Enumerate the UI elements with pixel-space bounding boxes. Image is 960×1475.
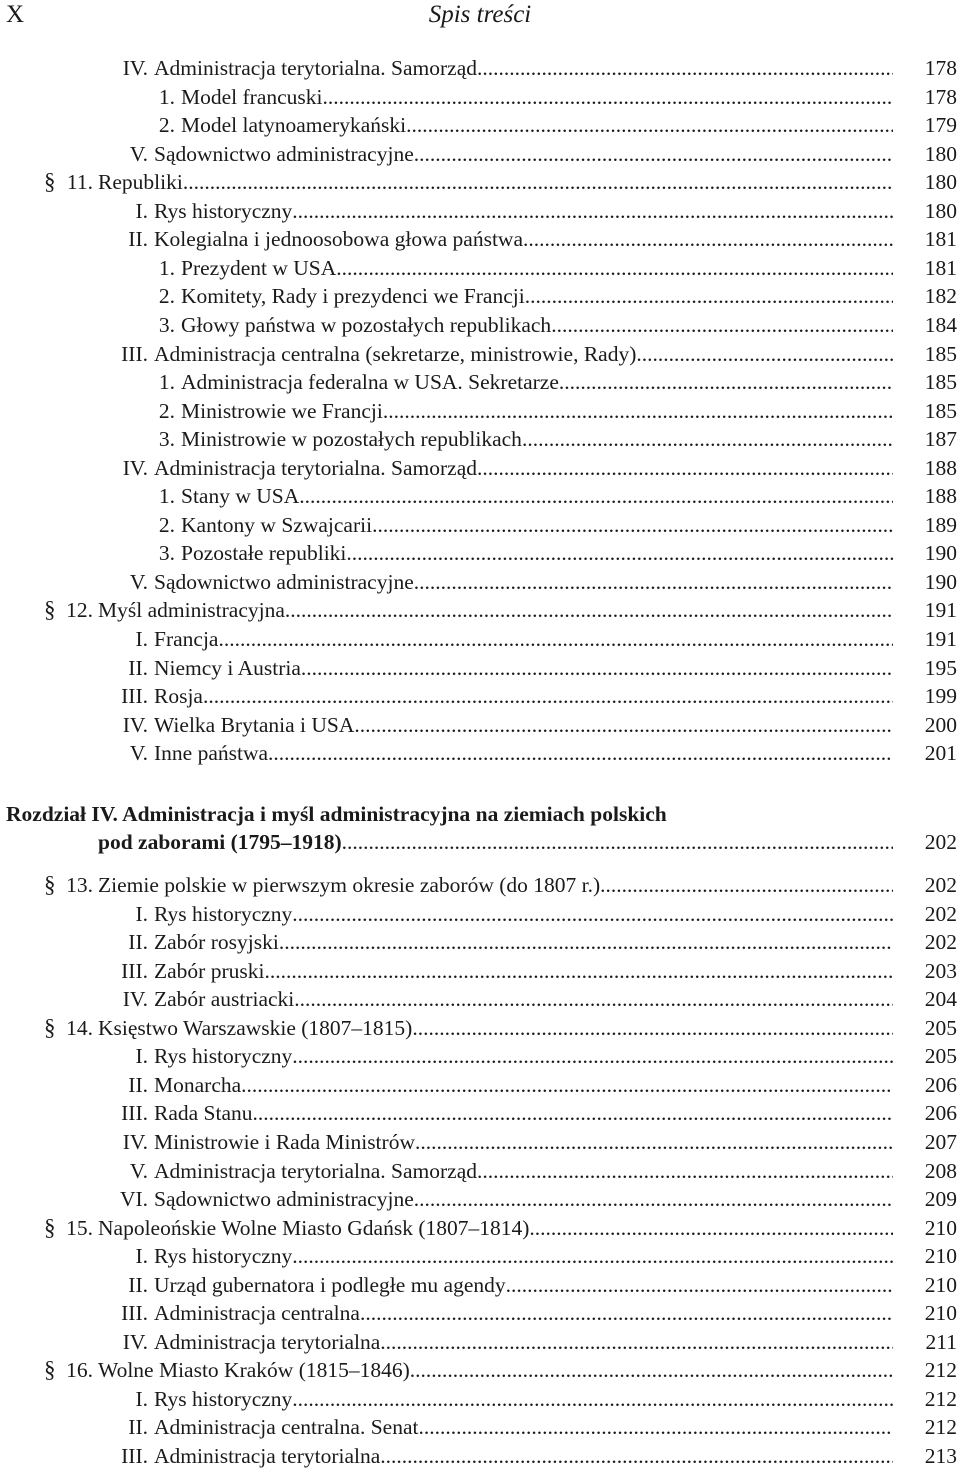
toc-entry (0, 1299, 960, 1328)
toc-entry (0, 340, 960, 369)
entry-number: IV. (122, 455, 148, 480)
leader-dots (346, 539, 893, 568)
entry-number: 3. (158, 427, 175, 452)
entry-title: Rada Stanu (154, 1101, 253, 1126)
page-number: 181 (924, 255, 957, 280)
leader-dots (477, 54, 893, 83)
toc-entry (0, 1185, 960, 1214)
toc-entry (0, 425, 960, 454)
page-number: 213 (924, 1444, 957, 1468)
leader-dots (299, 482, 893, 511)
entry-number: I. (135, 198, 148, 223)
entry-title: Administracja terytorialna. Samorząd (154, 1158, 477, 1183)
page-number: 205 (924, 1015, 957, 1040)
toc-entry (0, 711, 960, 740)
page-number: 204 (924, 987, 957, 1012)
leader-dots (241, 1071, 893, 1100)
leader-dots (336, 254, 893, 283)
entry-number: I. (135, 1044, 148, 1069)
page-number: 195 (924, 655, 957, 680)
page-number: 188 (924, 455, 957, 480)
entry-title-with-leader (154, 1042, 893, 1071)
entry-title-with-leader (154, 928, 893, 957)
leader-dots (354, 711, 893, 740)
entry-title-with-leader (98, 1014, 893, 1043)
page-number: 212 (924, 1358, 957, 1383)
entry-number: 2. (158, 284, 175, 309)
entry-title: Prezydent w USA (181, 255, 337, 280)
leader-dots (418, 1413, 893, 1442)
entry-title: Kolegialna i jednoosobowa głowa państwa (154, 227, 523, 252)
entry-title-with-leader (181, 482, 893, 511)
entry-title-with-leader (154, 1128, 893, 1157)
leader-dots (477, 1157, 893, 1186)
page-number: 191 (924, 627, 957, 651)
entry-title: Rys historyczny (154, 1044, 293, 1069)
entry-number: III. (121, 684, 148, 709)
entry-title-with-leader (154, 739, 893, 768)
entry-number: 2. (158, 398, 175, 423)
entry-number: 12. (66, 598, 93, 623)
leader-dots (406, 111, 893, 140)
entry-number: 1. (158, 255, 175, 280)
entry-title-with-leader (154, 1385, 893, 1414)
entry-title: Sądownictwo administracyjne (154, 141, 414, 166)
entry-title: Zabór rosyjski (154, 930, 279, 955)
entry-title-with-leader (154, 1071, 893, 1100)
toc-entry (0, 83, 960, 112)
section-sign: § (44, 169, 56, 195)
entry-number: II. (128, 1415, 148, 1440)
entry-title: Administracja terytorialna. Samorząd (154, 455, 477, 480)
toc-entry (0, 1271, 960, 1300)
toc-entry (0, 654, 960, 683)
toc-entry (0, 282, 960, 311)
entry-title: Niemcy i Austria (154, 655, 301, 680)
toc-entry (0, 1413, 960, 1442)
toc-entry (0, 311, 960, 340)
chapter-page-number: 202 (924, 830, 957, 854)
page-number: 200 (924, 712, 957, 737)
entry-title-with-leader (154, 1413, 893, 1442)
page-number: 199 (924, 684, 957, 709)
page-number: 184 (924, 312, 957, 337)
entry-title: Administracja terytorialna (154, 1444, 381, 1468)
entry-title-with-leader (154, 140, 893, 169)
entry-number: V. (129, 141, 148, 166)
entry-title-with-leader (154, 54, 893, 83)
entry-title-with-leader (181, 511, 893, 540)
section-sign: § (44, 872, 56, 897)
entry-number: 1. (158, 370, 175, 395)
leader-dots (525, 282, 893, 311)
entry-title: Administracja terytorialna. Samorząd (154, 56, 477, 80)
entry-number: V. (129, 741, 148, 766)
entry-title: Rys historyczny (154, 901, 293, 926)
entry-number: 3. (158, 312, 175, 337)
leader-dots (414, 568, 893, 597)
entry-title-with-leader (181, 539, 893, 568)
entry-title: Administracja federalna w USA. Sekretarze (181, 370, 559, 395)
toc-entry (0, 1214, 960, 1243)
entry-title-with-leader (98, 596, 893, 625)
toc-entry (0, 1385, 960, 1414)
entry-number: IV. (122, 1329, 148, 1354)
entry-title-with-leader (181, 83, 893, 112)
toc-entry (0, 482, 960, 511)
page-number: 210 (924, 1272, 957, 1297)
entry-title-with-leader (154, 654, 893, 683)
leader-dots (292, 1242, 893, 1271)
leader-dots (551, 311, 893, 340)
leader-dots (415, 1128, 893, 1157)
page-number: 202 (924, 901, 957, 926)
entry-title: Ministrowie w pozostałych republikach (181, 427, 522, 452)
toc-entry (0, 254, 960, 283)
entry-title: Sądownictwo administracyjne (154, 1187, 414, 1212)
leader-dots (414, 1185, 893, 1214)
entry-title: Głowy państwa w pozostałych republikach (181, 312, 552, 337)
entry-title-with-leader (154, 1299, 893, 1328)
entry-number: 2. (158, 113, 175, 138)
entry-title: Księstwo Warszawskie (1807–1815) (98, 1015, 413, 1040)
entry-title-with-leader (98, 871, 893, 900)
entry-title-with-leader (154, 985, 893, 1014)
leader-dots (380, 1328, 893, 1357)
entry-title-with-leader (154, 1442, 893, 1471)
entry-title-with-leader (154, 625, 893, 654)
entry-number: II. (128, 1272, 148, 1297)
entry-title: Rys historyczny (154, 1244, 293, 1269)
entry-title-with-leader (154, 197, 893, 226)
entry-title: Inne państwa (154, 741, 269, 766)
entry-title: Wolne Miasto Kraków (1815–1846) (98, 1358, 410, 1383)
page-number: 182 (924, 284, 957, 309)
entry-number: II. (128, 1072, 148, 1097)
page-number: 179 (924, 113, 957, 138)
page-number: 185 (924, 370, 957, 395)
entry-title: Republiki (98, 170, 183, 195)
entry-title: Administracja centralna (sekretarze, ministrowie, Rady) (154, 341, 637, 366)
entry-title-with-leader (181, 368, 893, 397)
leader-dots (292, 1042, 893, 1071)
entry-title-with-leader (154, 568, 893, 597)
page-number: 190 (924, 541, 957, 566)
entry-title-with-leader (154, 454, 893, 483)
entry-title-with-leader (98, 1214, 893, 1243)
entry-title-with-leader (98, 168, 893, 197)
entry-title: Ministrowie we Francji (181, 398, 383, 423)
page-number: 180 (924, 198, 957, 223)
leader-dots (600, 871, 893, 900)
entry-number: IV. (122, 56, 148, 80)
toc-entry (0, 140, 960, 169)
entry-title: Administracja centralna. Senat (154, 1415, 419, 1440)
toc-entry (0, 1099, 960, 1128)
entry-title: Komitety, Rady i prezydenci we Francji (181, 284, 525, 309)
toc-entry (0, 625, 960, 654)
entry-title: Rys historyczny (154, 1386, 293, 1411)
entry-title-with-leader (154, 1242, 893, 1271)
toc-entry (0, 168, 960, 197)
leader-dots (279, 928, 893, 957)
page-number: 178 (924, 84, 957, 109)
leader-dots (383, 397, 893, 426)
page-number: 208 (924, 1158, 957, 1183)
toc-entry (0, 225, 960, 254)
page-number: 210 (924, 1301, 957, 1326)
entry-title-with-leader (154, 682, 893, 711)
page-number: 201 (924, 741, 957, 766)
page-number: 212 (924, 1415, 957, 1440)
entry-title-with-leader (181, 397, 893, 426)
page-number: 210 (924, 1215, 957, 1240)
entry-title-with-leader (181, 425, 893, 454)
entry-title: Napoleońskie Wolne Miasto Gdańsk (1807–1814) (98, 1215, 530, 1240)
leader-dots (529, 1214, 893, 1243)
page-number: 210 (924, 1244, 957, 1269)
page-number: 207 (924, 1129, 957, 1154)
entry-title: Francja (154, 627, 219, 651)
entry-number: III. (121, 1301, 148, 1326)
toc-entry (0, 682, 960, 711)
page-header (0, 0, 960, 40)
entry-title-with-leader (154, 1271, 893, 1300)
page-number: 185 (924, 398, 957, 423)
toc-entry (0, 1042, 960, 1071)
leader-dots (218, 625, 893, 654)
page-number: 205 (924, 1044, 957, 1069)
page-number: 190 (924, 569, 957, 594)
page-number: 181 (924, 227, 957, 252)
leader-dots (183, 168, 893, 197)
leader-dots (268, 739, 893, 768)
page-number: 178 (924, 56, 957, 80)
leader-dots (323, 83, 893, 112)
section-sign: § (44, 1214, 56, 1240)
toc-entry (0, 111, 960, 140)
entry-number: II. (128, 930, 148, 955)
leader-dots (342, 830, 893, 859)
entry-number: IV. (122, 1129, 148, 1154)
section-sign: § (44, 1014, 56, 1040)
entry-title-with-leader (154, 1099, 893, 1128)
leader-dots (559, 368, 893, 397)
toc-entry (0, 596, 960, 625)
leader-dots (412, 1014, 893, 1043)
entry-title-with-leader (181, 111, 893, 140)
toc-entry (0, 1128, 960, 1157)
toc-entry (0, 454, 960, 483)
entry-title-with-leader (154, 711, 893, 740)
entry-number: I. (135, 627, 148, 651)
toc-entry (0, 54, 960, 83)
page-number: 189 (924, 512, 957, 537)
leader-dots (292, 900, 893, 929)
entry-title-with-leader (181, 311, 893, 340)
toc-entry (0, 1356, 960, 1385)
entry-number: 13. (66, 873, 93, 897)
entry-title: Kantony w Szwajcarii (181, 512, 373, 537)
entry-number: III. (121, 1101, 148, 1126)
entry-title: Model francuski (181, 84, 323, 109)
toc-entry (0, 1242, 960, 1271)
toc-entry (0, 1442, 960, 1471)
entry-number: 15. (66, 1215, 93, 1240)
entry-title: Administracja terytorialna (154, 1329, 381, 1354)
entry-number: 16. (66, 1358, 93, 1383)
page-number: 180 (924, 170, 957, 195)
leader-dots (203, 682, 893, 711)
entry-number: I. (135, 901, 148, 926)
toc-entry (0, 1328, 960, 1357)
toc-entry (0, 928, 960, 957)
toc-entry (0, 1071, 960, 1100)
page-number: 188 (924, 484, 957, 509)
entry-number: III. (121, 341, 148, 366)
page-number: 206 (924, 1072, 957, 1097)
entry-title-with-leader (154, 900, 893, 929)
entry-title: Zabór austriacki (154, 987, 295, 1012)
entry-title-with-leader (154, 1185, 893, 1214)
entry-number: IV. (122, 712, 148, 737)
toc-entry (0, 871, 960, 900)
toc-entry (0, 739, 960, 768)
entry-number: VI. (119, 1187, 148, 1212)
leader-dots (294, 985, 893, 1014)
toc-entry (0, 197, 960, 226)
leader-dots (636, 340, 893, 369)
entry-title: Ziemie polskie w pierwszym okresie zaborów (do 1807 r.) (98, 873, 601, 897)
page-number: 206 (924, 1101, 957, 1126)
toc-entry (0, 985, 960, 1014)
entry-title: Rosja (154, 684, 203, 709)
entry-number: 14. (66, 1015, 93, 1040)
entry-number: 11. (66, 170, 93, 195)
entry-title-with-leader (154, 1157, 893, 1186)
leader-dots (264, 957, 893, 986)
page-number: 191 (924, 598, 957, 623)
leader-dots (292, 197, 893, 226)
entry-number: III. (121, 958, 148, 983)
entry-title: Stany w USA (181, 484, 300, 509)
entry-number: 3. (158, 541, 175, 566)
entry-number: II. (128, 655, 148, 680)
entry-number: I. (135, 1244, 148, 1269)
leader-dots (506, 1271, 893, 1300)
page-number: 185 (924, 341, 957, 366)
leader-dots (292, 1385, 893, 1414)
entry-title-with-leader (154, 1328, 893, 1357)
entry-title: Rys historyczny (154, 198, 293, 223)
entry-title: Model latynoamerykański (181, 113, 407, 138)
entry-title: Urząd gubernatora i podległe mu agendy (154, 1272, 506, 1297)
page-number: 209 (924, 1187, 957, 1212)
entry-title: Myśl administracyjna (98, 598, 285, 623)
page-number: 211 (925, 1329, 957, 1354)
leader-dots (523, 225, 893, 254)
entry-title: Zabór pruski (154, 958, 265, 983)
toc-entry (0, 397, 960, 426)
page-number: 187 (924, 427, 957, 452)
entry-number: 1. (158, 484, 175, 509)
entry-number: 2. (158, 512, 175, 537)
entry-title-with-leader (181, 254, 893, 283)
entry-title: Wielka Brytania i USA (154, 712, 355, 737)
entry-title-with-leader (154, 957, 893, 986)
leader-dots (372, 511, 893, 540)
entry-title: Ministrowie i Rada Ministrów (154, 1129, 415, 1154)
leader-dots (477, 454, 893, 483)
toc-entry (0, 568, 960, 597)
section-sign: § (44, 1357, 56, 1383)
entry-title-with-leader (154, 225, 893, 254)
leader-dots (414, 140, 893, 169)
page-number: 202 (924, 930, 957, 955)
leader-dots (253, 1099, 893, 1128)
leader-dots (285, 596, 893, 625)
entry-number: V. (129, 569, 148, 594)
entry-title: Sądownictwo administracyjne (154, 569, 414, 594)
leader-dots (380, 1442, 893, 1471)
toc-entry (0, 511, 960, 540)
entry-title-with-leader (181, 282, 893, 311)
toc-entry (0, 900, 960, 929)
toc-entry (0, 539, 960, 568)
entry-title: Administracja centralna (154, 1301, 360, 1326)
chapter-title: pod zaborami (1795–1918) (98, 830, 342, 854)
entry-number: III. (121, 1444, 148, 1468)
toc-entry (0, 957, 960, 986)
page-folio: X (6, 1, 25, 28)
entry-number: 1. (158, 84, 175, 109)
leader-dots (301, 654, 893, 683)
entry-title: Pozostałe republiki (181, 541, 347, 566)
chapter-title-line-2 (98, 830, 893, 859)
leader-dots (360, 1299, 893, 1328)
entry-title: Monarcha (154, 1072, 242, 1097)
page-number: 212 (924, 1386, 957, 1411)
page-number: 180 (924, 141, 957, 166)
page-number: 203 (924, 958, 957, 983)
entry-title-with-leader (154, 340, 893, 369)
entry-title-with-leader (98, 1356, 893, 1385)
toc-entry (0, 368, 960, 397)
chapter-title-line-1: Rozdział IV. Administracja i myśl administracyjna na ziemiach polskich (6, 802, 667, 826)
entry-number: V. (129, 1158, 148, 1183)
entry-number: I. (135, 1386, 148, 1411)
entry-number: IV. (122, 987, 148, 1012)
section-sign: § (44, 597, 56, 623)
entry-number: II. (128, 227, 148, 252)
toc-entry (0, 1157, 960, 1186)
leader-dots (410, 1356, 893, 1385)
leader-dots (522, 425, 893, 454)
running-title: Spis treści (428, 1, 532, 28)
page-number: 202 (924, 873, 957, 897)
toc-entry (0, 1014, 960, 1043)
